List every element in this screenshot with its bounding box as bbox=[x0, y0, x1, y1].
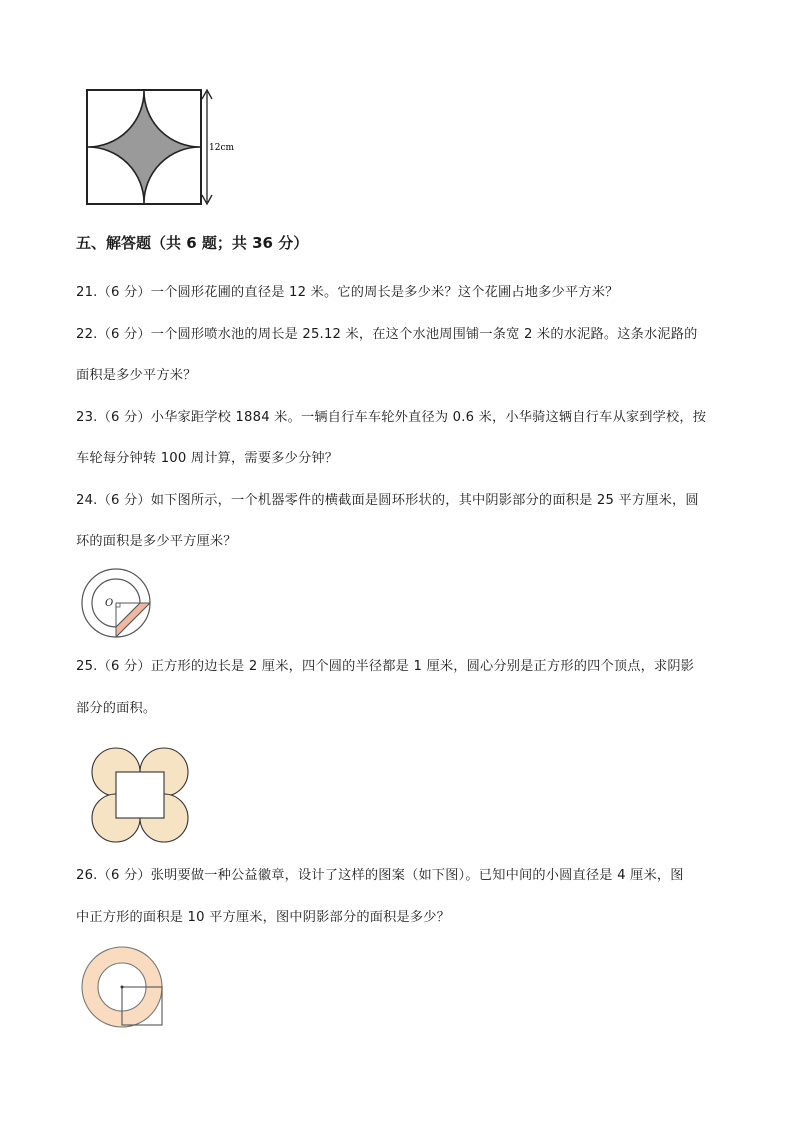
question-24-line-2: 环的面积是多少平方厘米？ bbox=[76, 534, 237, 549]
figure-ring-part bbox=[78, 568, 158, 640]
question-22-line-1: 22.（6 分）一个圆形喷水池的周长是 25.12 米，在这个水池周围铺一条宽 2 米的水泥路。这条水泥路的 bbox=[76, 327, 698, 342]
question-25-line-1: 25.（6 分）正方形的边长是 2 厘米，四个圆的半径都是 1 厘米，圆心分别是正方形的四个顶点，求阴影 bbox=[76, 659, 695, 674]
figure-badge bbox=[80, 946, 168, 1030]
section-title: 五、解答题（共 6 题；共 36 分） bbox=[76, 234, 309, 252]
question-22-line-2: 面积是多少平方米？ bbox=[76, 368, 197, 383]
question-24-line-1: 24.（6 分）如下图所示，一个机器零件的横截面是圆环形状的，其中阴影部分的面积是 25 平方厘米，圆 bbox=[76, 493, 699, 508]
figure-square-quarter-circles bbox=[84, 86, 244, 210]
question-26-line-1: 26.（6 分）张明要做一种公益徽章，设计了这样的图案（如下图）。已知中间的小圆直径是 4 厘米，图 bbox=[76, 868, 684, 883]
question-25-line-2: 部分的面积。 bbox=[76, 701, 157, 716]
question-23-line-2: 车轮每分钟转 100 周计算，需要多少分钟？ bbox=[76, 451, 339, 466]
question-26-line-2: 中正方形的面积是 10 平方厘米，图中阴影部分的面积是多少？ bbox=[76, 910, 451, 925]
question-21-line-1: 21.（6 分）一个圆形花圃的直径是 12 米。它的周长是多少米？这个花圃占地多少平方米？ bbox=[76, 285, 619, 300]
center-square bbox=[116, 772, 164, 818]
center-label: O bbox=[105, 598, 114, 609]
dimension-label: 12cm bbox=[209, 143, 235, 153]
question-23-line-1: 23.（6 分）小华家距学校 1884 米。一辆自行车车轮外直径为 0.6 米，小华骑这辆自行车从家到学校，按 bbox=[76, 410, 707, 425]
center-dot bbox=[121, 986, 124, 989]
figure-four-circles bbox=[90, 746, 192, 844]
